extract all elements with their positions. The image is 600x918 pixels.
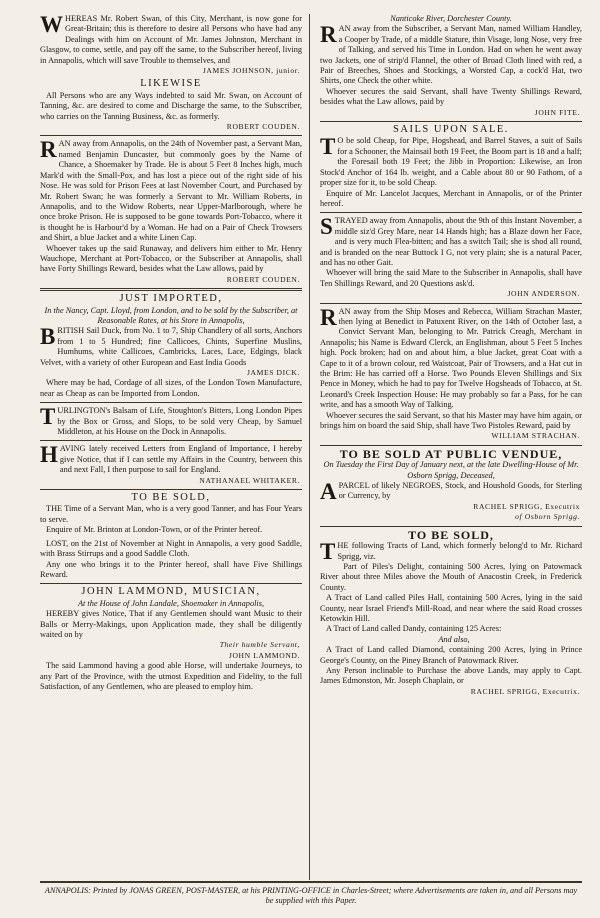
ad-body-2: Any Person inclinable to Purchase the above Lands, may apply to Capt. James Edmonston, Mr. Joseph Chaplain, or [320,665,582,686]
ad-heading: TO BE SOLD AT PUBLIC VENDUE, [339,446,563,461]
right-column [320,14,582,880]
signature: NATHANAEL WHITAKER. [199,475,300,485]
tract-item: Part of Piles's Delight, containing 500 Acres, lying on Patowmack River about three Miles above the Mouth of Anacostin Creek, in Frederick County. [320,561,582,592]
signature: ROBERT COUDEN. [226,122,300,132]
likewise-notice [40,79,302,132]
ad-location: Nanticoke River, Dorchester County. [390,14,512,23]
ad-heading: TO BE SOLD, [408,527,494,542]
land-tracts-advertisement [320,527,582,698]
ad-body-2: Whoever takes up the said Runaway, and delivers him either to Mr. Henry Wauchope, Merchant at Port-Tobacco, or the Subscriber at Annapolis, shall have Forty Shillings Reward, besides what the Law allows, paid by [40,243,302,274]
signature: WILLIAM STRACHAN. [491,431,580,441]
dropcap: S [320,214,333,240]
divider [40,288,302,291]
turlington-advertisement [40,406,302,437]
ad-body: URLINGTON's Balsam of Life, Stoughton's Bitters, Long London Pipes by the Box or Gross, and Slops, to be sold very Cheap, by Samuel Middleton, at his House on the Dock in Annapolis. [57,406,302,437]
ad-body: HEREBY gives Notice, That if any Gentlemen should want Music to their Balls or Merry-Makings, upon Application made, they shall be diligently waited on by [40,609,302,639]
ad-body: RITISH Sail Duck, from No. 1 to 7, Ship Chandlery of all sorts, Anchors from 1 to 5 Hundred; fine Callicoes, Chints, Superfine Muslins, Humhums, white Callicoes, Cambricks, Laces, Lace, Edgings, black Velvet, with a variety of other European and East India Goods [40,326,302,367]
dropcap: H [40,442,58,468]
vendue-advertisement [320,446,582,523]
divider [40,402,302,403]
ad-intro: On Tuesday the First Day of January next, at the late Dwelling-House of Mr. Osborn Sprigg, Deceased, [323,460,579,480]
ad-heading: JUST IMPORTED, [119,293,223,305]
servant-sale-notice [40,493,302,536]
ad-body-2: The said Lammond having a good able Horse, will undertake Journeys, to any Part of the Province, with the utmost Expedition and Fidelity, to the full Satisfaction, of any Gentlemen, who are pleased to employ him. [40,661,302,691]
dropcap: T [40,404,56,430]
whitaker-notice [40,444,302,486]
ad-body: AVING lately received Letters from England of Importance, I hereby give Notice, that if I can settle my Affairs in the Country, between this and next Fall, I then purpose to sail for England. [59,444,302,475]
ad-body-2: Any one who brings it to the Printer hereof, shall have Five Shillings Reward. [40,559,302,579]
ad-body: HEREAS Mr. Robert Swan, of this City, Merchant, is now gone for Great-Britain; this is therefore to desire all Persons who have had any Dealings with him on Account of Mr. James Johnston, Merchant in Glasgow, to come, settle, and pay off the same, to the Subscriber hereof, living in Annapolis, which will save Trouble to themselves, and [40,14,302,65]
divider [40,583,302,584]
dropcap: R [320,304,337,330]
strachan-advertisement [320,304,582,442]
dropcap: A [320,479,337,505]
dropcap: R [320,22,337,48]
signature: JAMES JOHNSON, junior. [202,66,300,76]
signature: JOHN ANDERSON. [507,289,580,299]
ad-body: O be sold Cheap, for Pipe, Hogshead, and Barrel Staves, a suit of Sails for a Schooner, the Mainsail both 19 Feet, the Boom part is 18 and a half; the Foresail both 19 Feet; the Jibb in Proportion: Likewise, an Iron Stock'd Anchor of 164 lb. weight, and a Cable about 80 or 90 Fathom, of a proper size for it, to be sold Cheap. [320,136,582,188]
handley-advertisement [320,14,582,118]
ad-body-2: Whoever secures the said Servant, shall have Twenty Shillings Reward, besides what the Law allows, paid by [320,86,582,107]
dropcap: T [320,539,336,565]
divider [40,135,302,136]
ad-body: All Persons who are any Ways indebted to said Mr. Swan, on Account of Tanning, &c. are desired to come and Discharge the same, to the Subscriber, who carries on the Tanning Business, &c. as formerly. [40,90,302,121]
ad-heading: TO BE SOLD, [131,492,211,504]
ad-heading: SAILS UPON SALE. [393,124,509,136]
ad-body: AN away from Annapolis, on the 24th of November past, a Servant Man, named Benjamin Duncaster, but commonly goes by the Name of Chance, a Shoemaker by Trade. He is about 5 Feet 8 Inches high, much Mark'd with the Small-Pox, and has lost a piece out of the right side of his Nose. He was sold for Prison Fees at last November Court, and Purchased by Mr. Robert Swan; he was formerly a Servant to Mr. William Roberts, in Annapolis, and to the Widow Roberts, near Upper-Marlborough, where he once broke Prison. He is supposed to be gone towards Port-Tobacco, where it is thought he is Harbour'd by a Woman. He had on a Pair of Check Trowsers and Shirt, a blue Jacket and a white Linen Cap. [40,139,302,243]
signature-line: RACHEL SPRIGG, Executrix [473,501,580,511]
divider [40,489,302,490]
ad-body: LOST, on the 21st of November at Night in Annapolis, a very good Saddle, with Brass Stirrups and a good Saddle Cloth. [40,538,302,559]
divider [320,526,582,527]
ad-body-2: Whoever will bring the said Mare to the Subscriber in Annapolis, shall have Ten Shillings Reward, and 20 Questions ask'd. [320,268,582,288]
divider [40,440,302,441]
divider [320,212,582,213]
dropcap: R [40,137,57,163]
ad-body-2: Enquire of Mr. Lancelot Jacques, Merchant in Annapolis, or of the Printer hereof. [320,188,582,208]
columns [40,14,582,880]
printer-imprint: ANNAPOLIS: Printed by JONAS GREEN, POST-MASTER, at his PRINTING-OFFICE in Charles-Street; where Advertisements are taken in, and all Persons may be supplied with this Paper. [40,881,582,906]
strayed-mare-advertisement [320,216,582,299]
ad-heading: LIKEWISE [140,78,202,90]
lost-saddle-notice [40,539,302,581]
signature: JOHN FITE. [534,107,580,117]
dropcap: W [40,14,63,37]
tract-item: A Tract of Land called Piles Hall, containing 500 Acres, lying in the said County, near Israel Friend's Mill-Road, and near where the said Road crosses Ketowkin Hill. [320,593,582,623]
lammond-advertisement [40,587,302,692]
sails-advertisement [320,125,582,209]
dropcap: B [40,324,56,350]
ad-heading: JOHN LAMMOND, MUSICIAN, [81,586,261,598]
ad-body-2: Enquire of Mr. Brinton at London-Town, or of the Printer hereof. [46,525,263,535]
left-column [40,14,310,880]
ad-body: HE following Tracts of Land, which formerly belong'd to Mr. Richard Sprigg, viz. [337,541,582,561]
tract-item: And also, [438,634,470,644]
ad-intro: At the House of John Landale, Shoemaker in Annapolis, [77,598,265,608]
tract-item: A Tract of Land called Diamond, containing 200 Acres, lying in Prince George's County, on the Piney Branch of Patowmack River. [320,645,582,665]
divider [320,445,582,446]
ad-intro: In the Nancy, Capt. Lloyd, from London, and to be sold by the Subscriber, at Reasonable Rates, at his Store in Annapolis, [44,305,298,325]
signature: JOHN LAMMOND. [228,650,300,660]
runaway-advertisement [40,139,302,285]
divider [320,303,582,304]
ad-body: PARCEL of likely NEGROES, Stock, and Houshold Goods, for Sterling or Currency, by [338,481,582,501]
dropcap: T [320,134,336,160]
imported-goods-advertisement [40,294,302,399]
ad-body-2: Whoever secures the said Servant, so that his Master may have him again, or brings him on board the said Ship, shall have Two Pistoles Reward, paid by [320,410,582,431]
divider [320,121,582,122]
ad-body: TRAYED away from Annapolis, about the 9th of this Instant November, a middle siz'd Grey Mare, near 14 Hands high; has a Blaze down her Face, and is very much Flea-bitten; and has a switch Tail; she is shod all round, and is branded on the near Buttock I G, not very plain; she is a natural Pacer, and has no other Gait. [320,216,582,267]
ad-body-2: Where may be had, Cordage of all sizes, of the London Town Manufacture, near as Cheap as can be Imported from London. [40,378,302,398]
tract-item: A Tract of Land called Dandy, containing 125 Acres: [326,624,502,634]
signature: of Osborn Sprigg. [515,512,580,522]
signature: ROBERT COUDEN. [226,274,300,284]
signature: JAMES DICK. [246,368,300,377]
signature: RACHEL SPRIGG, Executrix. [470,686,580,696]
ad-body: AN away from the Subscriber, a Servant Man, named William Handley, a Cooper by Trade, of a middle Stature, thin Visage, long Nose, very free of Talking, and served his Time in London. Had on when he went away two Jackets, one of strip'd Flannel, the other of Broad Cloth lined with red, a Pair of Breeches, Shoes and Stockings, a Worsted Cap, a cock'd Hat, two Shirts, one Check the other white. [320,24,582,86]
ad-body: AN away from the Ship Moses and Rebecca, William Strachan Master, then lying at Benedict in Patuxent River, on the 14th of October last, a Convict Servant Man, belonging to Mr. Patrick Creagh, Merchant in Annapolis; his Name is Edward Clerck, an Englishman, about 5 Feet 5 Inches high. Pock broken; had on and about him, a blue Jacket, great Coat with a Cape to it of a brown colour, red Waistcoat, Pair of Trowsers, and a Hat cut in the Brim: He has carried off a Horse. Two Pounds Eleven Shillings and Six Pence in Money, which he had to pay for Twelve Hogsheads of Tobacco, at St. Leonard's Creek Inspection House: He may probably so far a Pass, for he can write, and has a smooth Way of Talking. [320,306,582,410]
ad-body: THE Time of a Servant Man, who is a very good Tanner, and has Four Years to serve. [40,504,302,524]
signature-line: Their humble Servant, [219,640,300,650]
swan-advertisement [40,14,302,76]
